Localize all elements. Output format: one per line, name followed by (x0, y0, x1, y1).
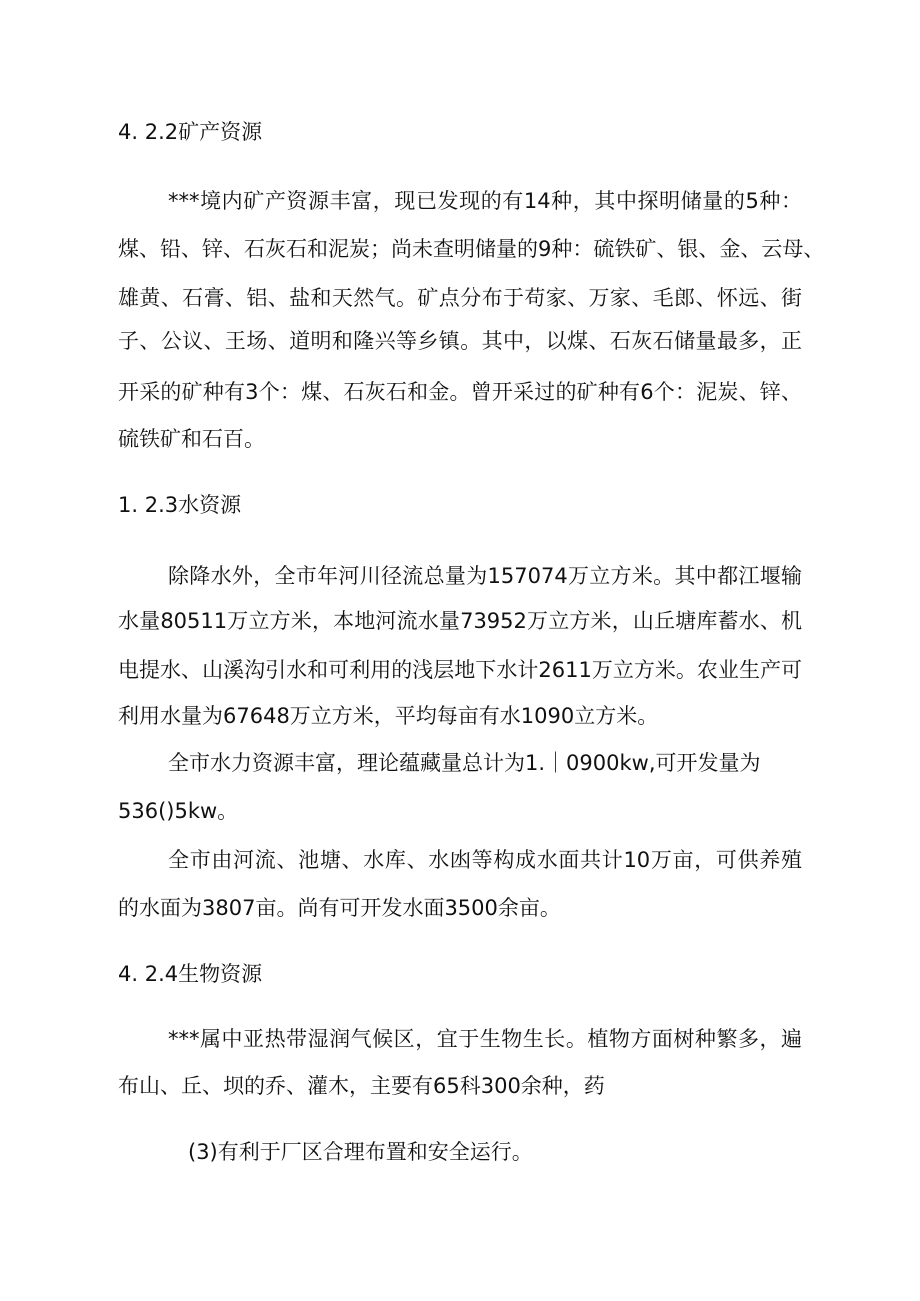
paragraph-line: 利用水量为67648万立方米，平均每亩有水1090立方米。 (118, 704, 659, 728)
paragraph-line: 布山、丘、坝的乔、灌木，主要有65科300余种，药 (118, 1074, 605, 1098)
paragraph-line: 除降水外，全市年河川径流总量为157074万立方米。其中都江堰输 (168, 564, 802, 588)
paragraph-line: 电提水、山溪沟引水和可利用的浅层地下水计2611万立方米。农业生产可 (118, 658, 802, 682)
paragraph-line: 硫铁矿和石百。 (118, 427, 265, 451)
paragraph-line: ***属中亚热带湿润气候区，宜于生物生长。植物方面树种繁多，遍 (168, 1027, 802, 1051)
paragraph-line: 全市由河流、池塘、水库、水凼等构成水面共计10万亩，可供养殖 (168, 848, 802, 872)
section-heading-biological: 4. 2.4生物资源 (118, 962, 263, 986)
paragraph-line: 水量80511万立方米，本地河流水量73952万立方米，山丘塘库蓄水、机 (118, 609, 802, 633)
list-item: (3)有利于厂区合理布置和安全运行。 (188, 1140, 533, 1164)
paragraph-line: 536()5kw。 (118, 799, 239, 823)
paragraph-line: ***境内矿产资源丰富，现已发现的有14种，其中探明储量的5种： (168, 189, 802, 213)
paragraph-line: 的水面为3807亩。尚有可开发水面3500余亩。 (118, 896, 561, 920)
paragraph-line: 开采的矿种有3个：煤、石灰石和金。曾开采过的矿种有6个：泥炭、锌、 (118, 380, 802, 404)
section-heading-water: 1. 2.3水资源 (118, 493, 242, 517)
paragraph-line: 子、公议、王场、道明和隆兴等乡镇。其中，以煤、石灰石储量最多，正 (118, 329, 802, 353)
paragraph-line: 煤、铅、锌、石灰石和泥炭；尚未查明储量的9种：硫铁矿、银、金、云母、 (118, 237, 825, 261)
section-heading-mineral: 4. 2.2矿产资源 (118, 120, 263, 144)
paragraph-line: 雄黄、石膏、铝、盐和天然气。矿点分布于苟家、万家、毛郎、怀远、街 (118, 286, 802, 310)
paragraph-line: 全市水力资源丰富，理论蕴藏量总计为1.｜0900kw,可开发量为 (168, 751, 761, 775)
